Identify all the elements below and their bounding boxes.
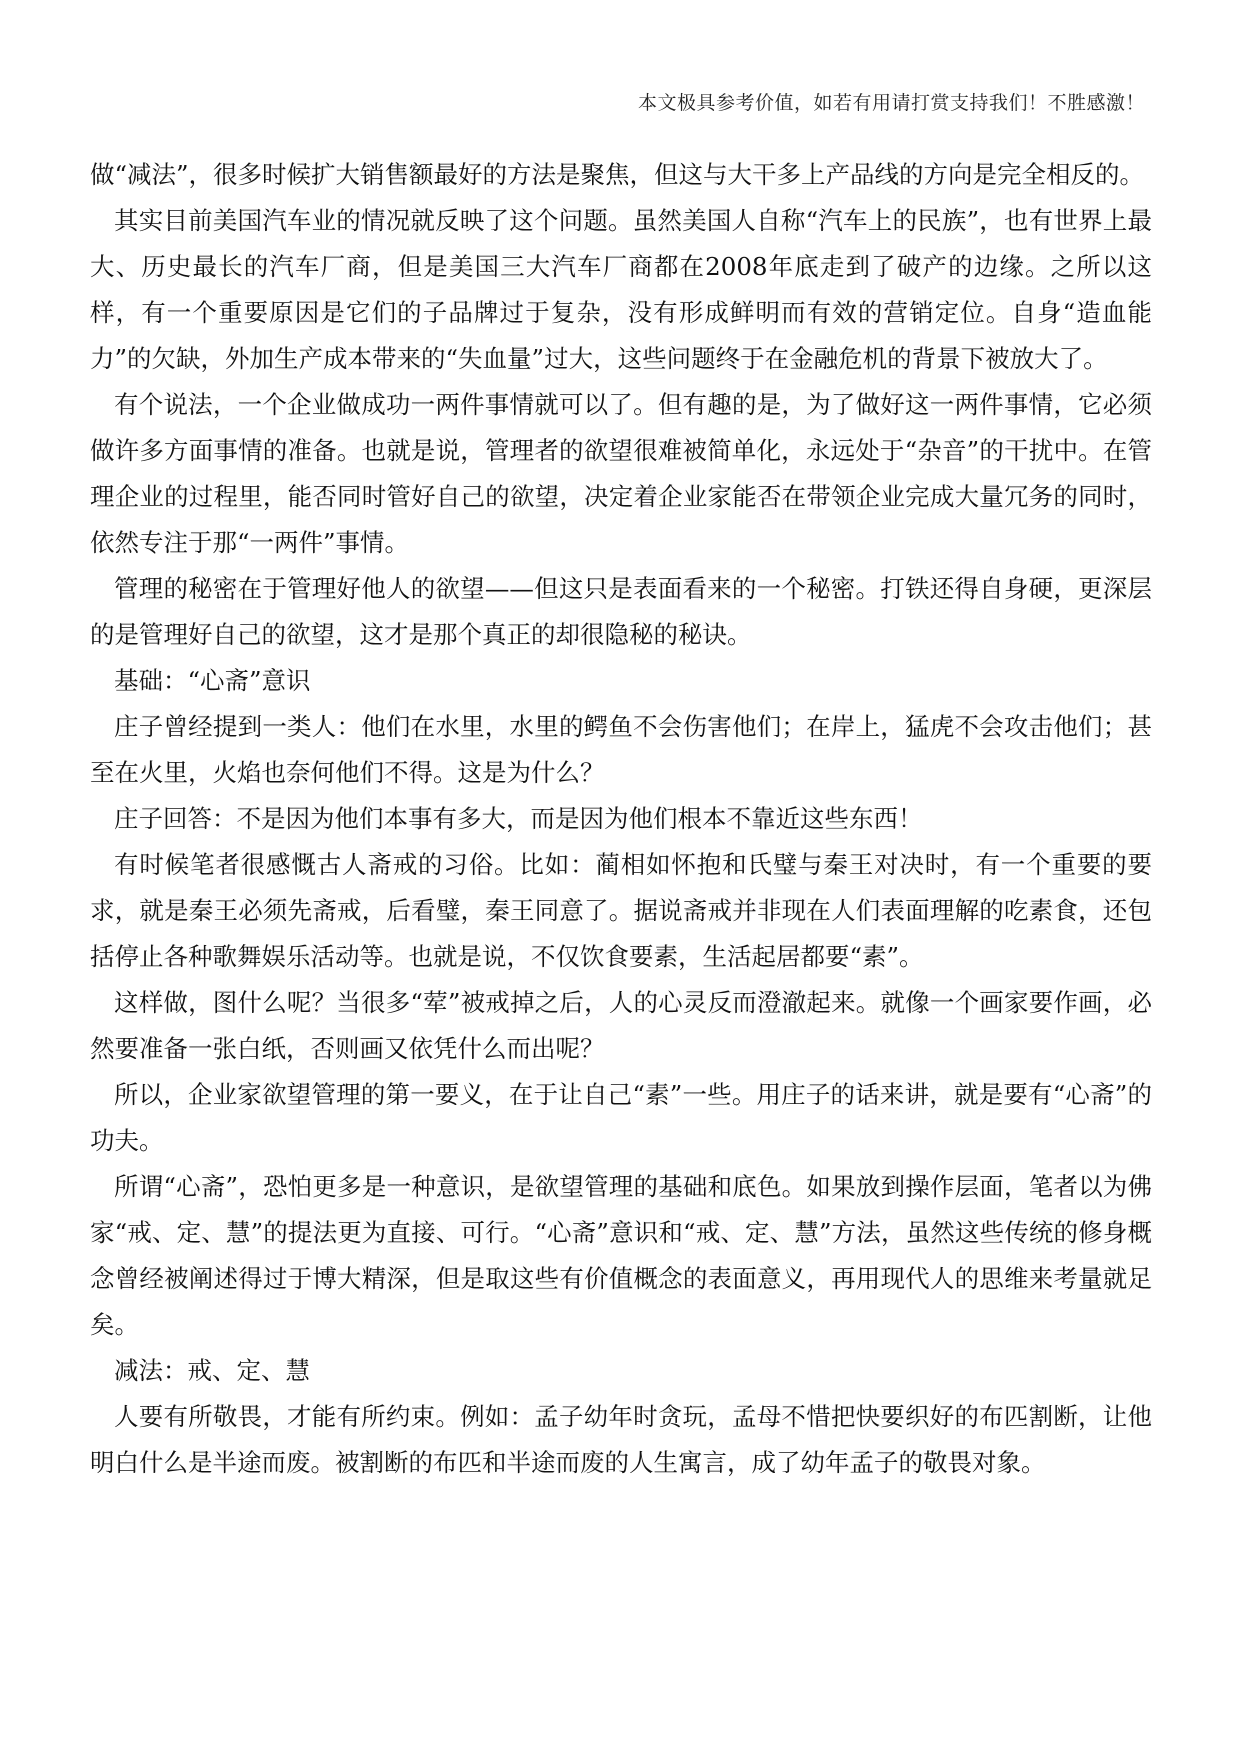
paragraph: 有时候笔者很感慨古人斋戒的习俗。比如：蔺相如怀抱和氏璧与秦王对决时，有一个重要的要求，就是秦王必须先斋戒，后看璧，秦王同意了。据说斋戒并非现在人们表面理解的吃素食，还包括停止各种歌舞娱乐活动等。也就是说，不仅饮食要素，生活起居都要“素”。 bbox=[90, 850, 1152, 971]
paragraph: 这样做，图什么呢？当很多“荤”被戒掉之后，人的心灵反而澄澈起来。就像一个画家要作画，必然要准备一张白纸，否则画又依凭什么而出呢？ bbox=[90, 988, 1152, 1063]
paragraph: 所谓“心斋”，恐怕更多是一种意识，是欲望管理的基础和底色。如果放到操作层面，笔者以为佛家“戒、定、慧”的提法更为直接、可行。“心斋”意识和“戒、定、慧”方法，虽然这些传统的修身概念曾经被阐述得过于博大精深，但是取这些有价值概念的表面意义，再用现代人的思维来考量就足矣。 bbox=[90, 1172, 1152, 1339]
paragraph: 其实目前美国汽车业的情况就反映了这个问题。虽然美国人自称“汽车上的民族”，也有世界上最大、历史最长的汽车厂商，但是美国三大汽车厂商都在2008年底走到了破产的边缘。之所以这样，有一个重要原因是它们的子品牌过于复杂，没有形成鲜明而有效的营销定位。自身“造血能力”的欠缺，外加生产成本带来的“失血量”过大，这些问题终于在金融危机的背景下被放大了。 bbox=[90, 206, 1152, 373]
paragraph: 管理的秘密在于管理好他人的欲望——但这只是表面看来的一个秘密。打铁还得自身硬，更深层的是管理好自己的欲望，这才是那个真正的却很隐秘的秘诀。 bbox=[90, 574, 1152, 649]
paragraph: 庄子曾经提到一类人：他们在水里，水里的鳄鱼不会伤害他们；在岸上，猛虎不会攻击他们；甚至在火里，火焰也奈何他们不得。这是为什么？ bbox=[90, 712, 1152, 787]
section-heading: 减法：戒、定、慧 bbox=[114, 1356, 310, 1385]
paragraph: 庄子回答：不是因为他们本事有多大，而是因为他们根本不靠近这些东西！ bbox=[114, 804, 923, 833]
paragraph: 人要有所敬畏，才能有所约束。例如：孟子幼年时贪玩，孟母不惜把快要织好的布匹割断，让他明白什么是半途而废。被割断的布匹和半途而废的人生寓言，成了幼年孟子的敬畏对象。 bbox=[90, 1402, 1152, 1477]
section-heading: 基础：“心斋”意识 bbox=[114, 666, 311, 695]
page-header-notice: 本文极具参考价值，如若有用请打赏支持我们！不胜感激！ bbox=[637, 92, 1145, 114]
paragraph: 有个说法，一个企业做成功一两件事情就可以了。但有趣的是，为了做好这一两件事情，它必须做许多方面事情的准备。也就是说，管理者的欲望很难被简单化，永远处于“杂音”的干扰中。在管理企业的过程里，能否同时管好自己的欲望，决定着企业家能否在带领企业完成大量冗务的同时，依然专注于那“一两件”事情。 bbox=[90, 390, 1152, 557]
document-body bbox=[90, 152, 1152, 1486]
paragraph: 所以，企业家欲望管理的第一要义，在于让自己“素”一些。用庄子的话来讲，就是要有“心斋”的功夫。 bbox=[90, 1080, 1152, 1155]
paragraph: 做“减法”，很多时候扩大销售额最好的方法是聚焦，但这与大干多上产品线的方向是完全相反的。 bbox=[90, 160, 1145, 189]
